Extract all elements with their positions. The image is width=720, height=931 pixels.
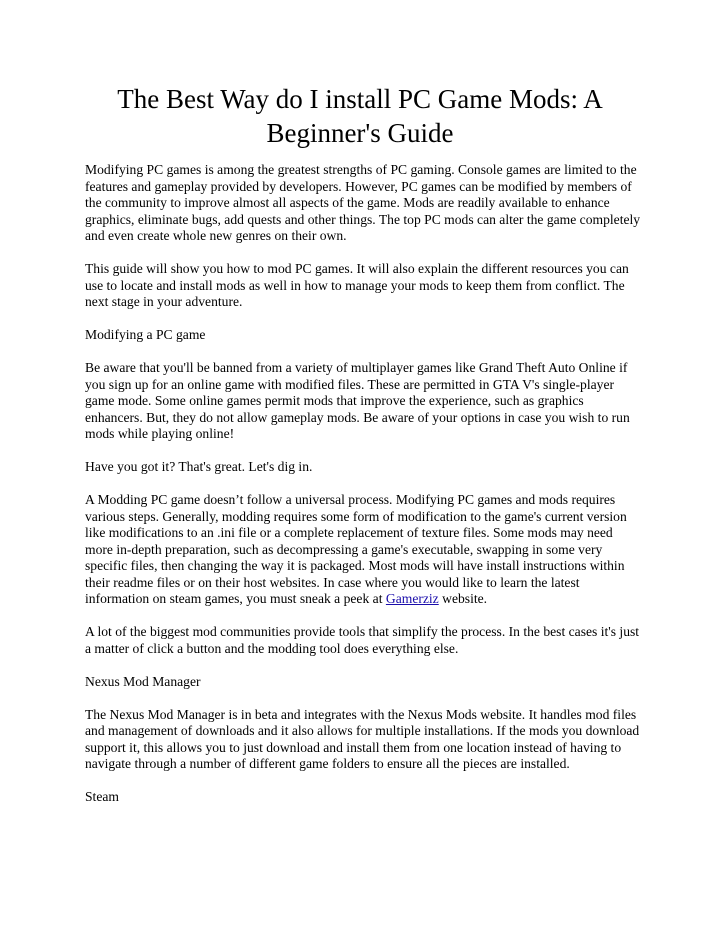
paragraph-multiplayer-warning: Be aware that you'll be banned from a variety of multiplayer games like Grand Theft Auto Online if you sign up for an online game with modified files. These are permitted in GTA V's single-player game mode. Some online games permit mods that improve the experience, such as graphics enhancers. But, they do not allow gameplay mods. Be aware of your options in case you wish to run mods while playing online! — [85, 360, 630, 441]
paragraph-intro: Modifying PC games is among the greatest strengths of PC gaming. Console games are limited to the features and gameplay provided by developers. However, PC games can be modified by members of the community to improve almost all aspects of the game. Mods are readily available to enhance graphics, eliminate bugs, add quests and other things. The top PC mods can alter the game completely and even create whole new genres on their own. — [85, 162, 641, 243]
document-body — [85, 162, 641, 822]
page-title: The Best Way do I install PC Game Mods: A Beginner's Guide — [117, 84, 603, 148]
paragraph-guide-overview: This guide will show you how to mod PC games. It will also explain the different resources you can use to locate and install mods as well in how to manage your mods to keep them from conflict. The next stage in your adventure. — [85, 261, 629, 309]
gamerziz-link[interactable]: Gamerziz — [385, 591, 439, 606]
paragraph-modding-process — [85, 492, 641, 608]
paragraph-nexus-description: The Nexus Mod Manager is in beta and integrates with the Nexus Mods website. It handles mod files and management of downloads and it also allows for multiple installations. If the mods you download support it, this allows you to just download and install them from one location instead of having to navigate through a number of different game folders to ensure all the pieces are installed. — [85, 706, 640, 771]
paragraph-mod-tools: A lot of the biggest mod communities provide tools that simplify the process. In the best cases it's just a matter of click a button and the modding tool does everything else. — [85, 624, 640, 656]
paragraph-dig-in: Have you got it? That's great. Let's dig in. — [85, 459, 313, 474]
modding-process-text-end: website. — [442, 591, 488, 606]
section-heading-steam: Steam — [85, 789, 119, 804]
modding-process-text: A Modding PC game doesn’t follow a universal process. Modifying PC games and mods requires various steps. Generally, modding requires some form of modification to the game's current version like modifications to an .ini file or a complete replacement of texture files. Some mods may need more in-depth preparation, such as decompressing a game's executable, swapping in some very specific files, then changing the way it is packaged. Most mods will have install instructions within their readme files or on their host websites. In case where you would like to learn the latest information on steam games, you must sneak a peek at — [85, 492, 627, 606]
section-heading-modifying: Modifying a PC game — [85, 327, 206, 342]
section-heading-nexus: Nexus Mod Manager — [85, 673, 201, 689]
